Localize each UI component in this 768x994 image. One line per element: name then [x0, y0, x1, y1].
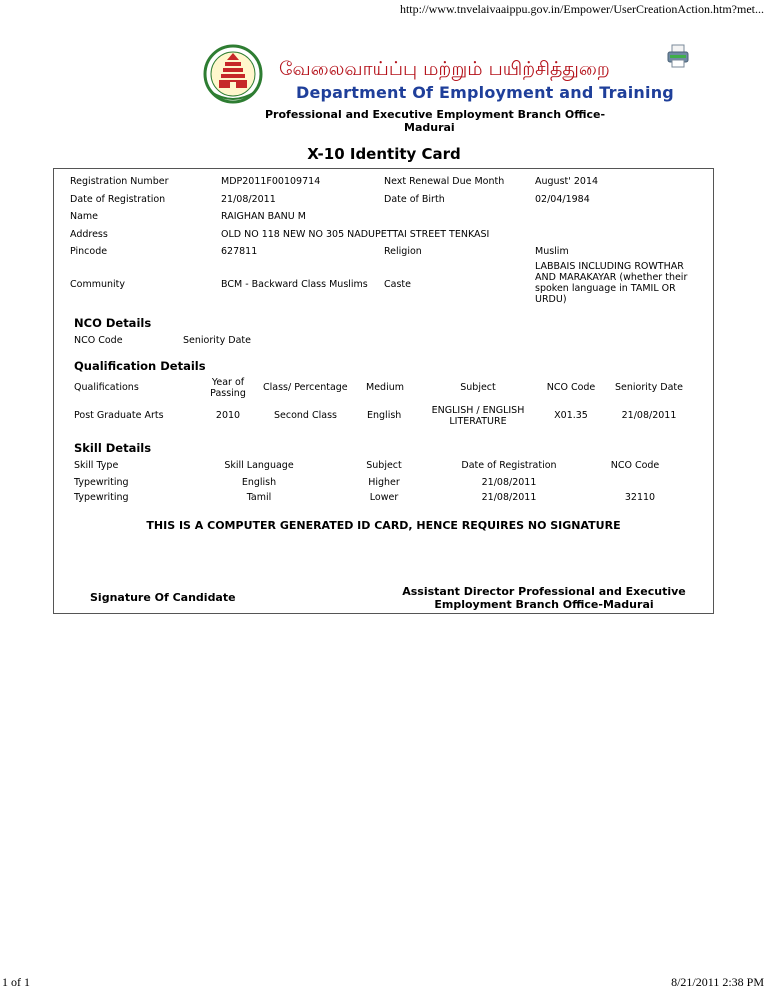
qual-row-subject: ENGLISH / ENGLISH LITERATURE: [431, 405, 525, 427]
name-label: Name: [70, 211, 99, 222]
qual-header-year: Year of Passing: [210, 377, 246, 399]
computer-generated-notice: THIS IS A COMPUTER GENERATED ID CARD, HENCE REQUIRES NO SIGNATURE: [146, 519, 621, 532]
religion-label: Religion: [384, 246, 422, 257]
skill-header-type: Skill Type: [74, 460, 119, 471]
skill-row-2-date: 21/08/2011: [481, 492, 537, 503]
skill-row-1-subject: Higher: [368, 477, 400, 488]
page-header: [203, 44, 674, 136]
skill-row-1-language: English: [241, 477, 277, 488]
skill-row-2-subject: Lower: [369, 492, 399, 503]
community-value: BCM - Backward Class Muslims: [221, 279, 368, 290]
qual-row-nco: X01.35: [554, 410, 588, 421]
qual-header-medium: Medium: [366, 382, 404, 393]
renewal-value: August' 2014: [535, 176, 599, 187]
qual-row-year: 2010: [215, 410, 241, 421]
skill-header-subject: Subject: [366, 460, 402, 471]
qual-row-medium: English: [367, 410, 402, 421]
nco-heading: NCO Details: [74, 316, 152, 330]
identity-card: [53, 168, 714, 614]
nco-seniority-label: Seniority Date: [183, 335, 251, 346]
print-timestamp: 8/21/2011 2:38 PM: [671, 975, 764, 989]
reg-date-label: Date of Registration: [70, 194, 166, 205]
page-url: http://www.tnvelaivaaippu.gov.in/Empower/UserCreationAction.htm?met...: [399, 2, 764, 16]
caste-label: Caste: [384, 279, 411, 290]
dob-value: 02/04/1984: [535, 194, 590, 205]
qual-header-qualifications: Qualifications: [74, 382, 139, 393]
officer-signature-line2: Employment Branch Office-Madurai: [434, 598, 654, 611]
skill-row-2-language: Tamil: [246, 492, 272, 503]
skill-row-1-type: Typewriting: [74, 477, 129, 488]
address-value: OLD NO 118 NEW NO 305 NADUPETTAI STREET TENKASI: [221, 229, 490, 240]
qual-header-seniority: Seniority Date: [615, 382, 683, 393]
candidate-signature-label: Signature Of Candidate: [90, 591, 236, 604]
qualification-heading: Qualification Details: [74, 359, 206, 373]
printer-icon[interactable]: [666, 44, 690, 68]
officer-signature-line1: Assistant Director Professional and Executive: [402, 585, 686, 598]
skill-header-language: Skill Language: [224, 460, 294, 471]
branch-office-line1: Professional and Executive Employment Branch Office-: [265, 108, 606, 121]
branch-office-line2: Madurai: [404, 121, 455, 134]
community-label: Community: [70, 279, 125, 290]
pincode-label: Pincode: [70, 246, 108, 257]
renewal-label: Next Renewal Due Month: [384, 176, 505, 187]
card-title: X-10 Identity Card: [307, 145, 461, 163]
name-value: RAIGHAN BANU M: [221, 211, 306, 222]
caste-value: LABBAIS INCLUDING ROWTHAR AND MARAKAYAR (whether their spoken language in TAMIL OR URDU): [535, 261, 688, 305]
skill-row-1-date: 21/08/2011: [481, 477, 537, 488]
page-count: 1 of 1: [2, 975, 30, 989]
qual-header-nco: NCO Code: [546, 382, 596, 393]
department-title: Department Of Employment and Training: [296, 83, 674, 102]
reg-no-label: Registration Number: [70, 176, 169, 187]
nco-code-label: NCO Code: [74, 335, 123, 346]
qual-row-class: Second Class: [274, 410, 337, 421]
skill-row-2-type: Typewriting: [74, 492, 129, 503]
skill-header-date: Date of Registration: [461, 460, 557, 471]
qual-header-class: Class/ Percentage: [263, 382, 348, 393]
qual-header-subject: Subject: [460, 382, 496, 393]
tamilnadu-seal-icon: [203, 44, 263, 106]
skill-heading: Skill Details: [74, 441, 152, 455]
reg-date-value: 21/08/2011: [221, 194, 276, 205]
pincode-value: 627811: [221, 246, 258, 257]
tamil-department-title: வேலைவாய்ப்பு மற்றும் பயிற்சித்துறை: [279, 58, 610, 80]
skill-header-nco: NCO Code: [610, 460, 660, 471]
religion-value: Muslim: [535, 246, 569, 257]
qual-row-qualification: Post Graduate Arts: [74, 410, 164, 421]
skill-row-2-nco: 32110: [624, 492, 656, 503]
dob-label: Date of Birth: [384, 194, 445, 205]
reg-no-value: MDP2011F00109714: [221, 176, 321, 187]
qual-row-seniority: 21/08/2011: [621, 410, 677, 421]
address-label: Address: [70, 229, 108, 240]
